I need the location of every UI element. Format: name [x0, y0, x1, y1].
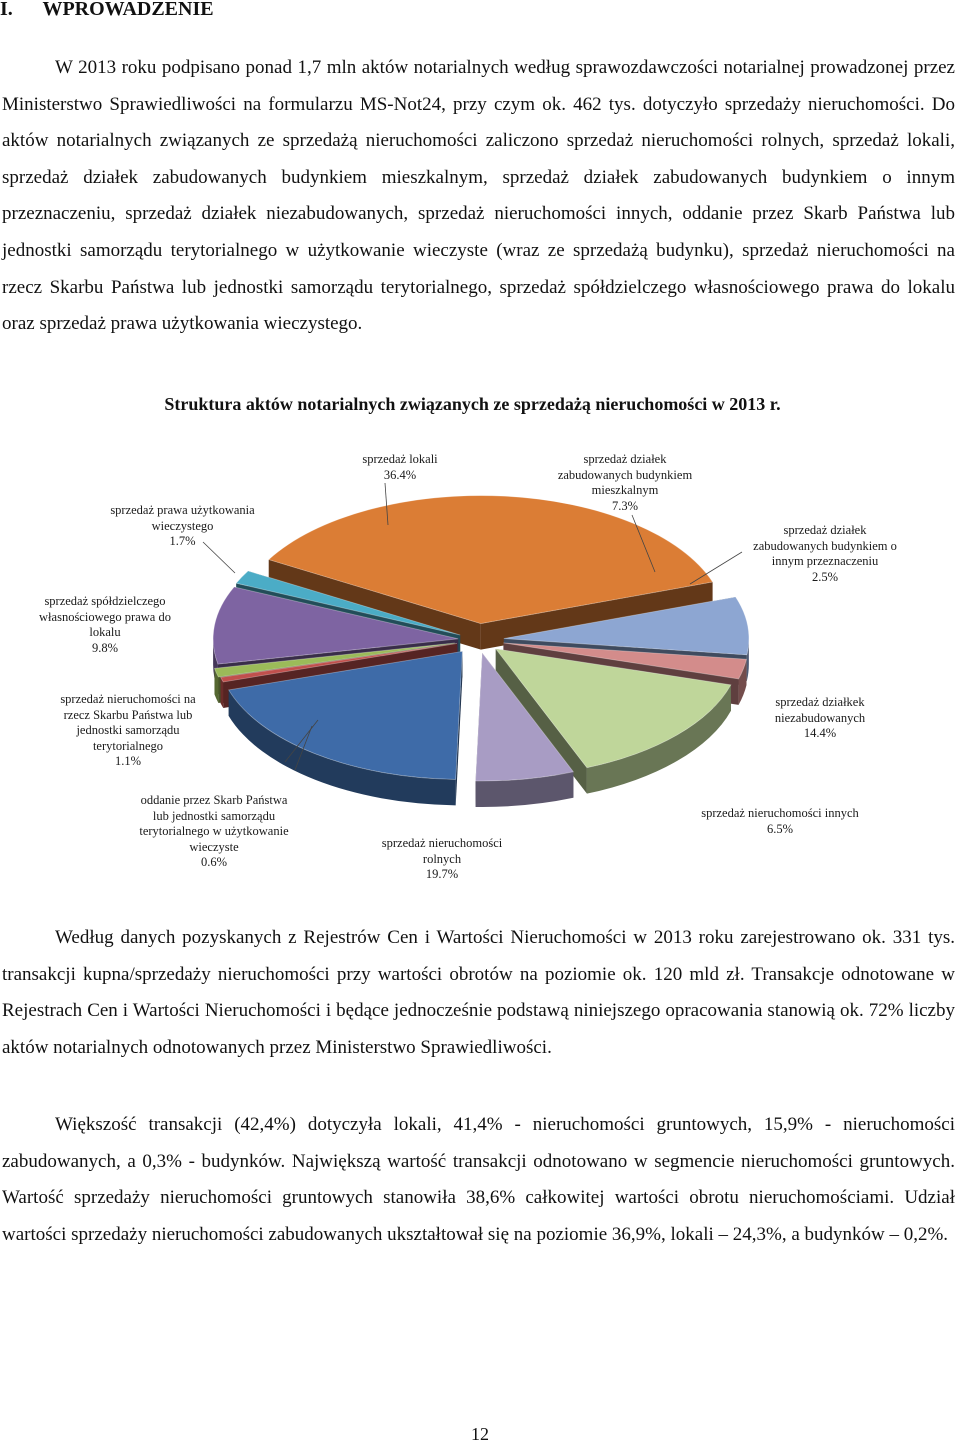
chart-label-spoldzielcze-prawo: sprzedaż spółdzielczego własnościowego prawa do lokalu 9.8% [39, 594, 171, 655]
chart-label-nieruchomosci-inne: sprzedaż nieruchomości innych 6.5% [701, 806, 859, 836]
chart-label-dzialki-inne-przeznaczenie: sprzedaż działek zabudowanych budynkiem o innym przeznaczeniu 2.5% [753, 523, 897, 584]
page-number: 12 [471, 1424, 489, 1444]
chart-label-dzialki-niezabudowane: sprzedaż działkek niezabudowanych 14.4% [774, 695, 866, 740]
section-title: WPROWADZENIE [42, 0, 214, 20]
chart-label-nieruchomosci-rolne: sprzedaż nieruchomości rolnych 19.7% [381, 836, 503, 881]
section-number: I. [0, 0, 13, 20]
chart-label-na-rzecz-skarbu: sprzedaż nieruchomości na rzecz Skarbu Państwa lub jednostki samorządu terytorialnego 1.1% [60, 692, 196, 768]
section-heading [0, 0, 214, 21]
paragraph-struktura: Większość transakcji (42,4%) dotyczyła lokali, 41,4% - nieruchomości gruntowych, 15,9% - nieruchomości zabudowanych, a 0,3% - budynków. Największą wartość transakcji odnotowano w segmencie nieruchomości gruntowych. Wartość sprzedaży nieruchomości gruntowych stanowiła 38,6% całkowitej wartości obrotu nieruchomościami. Udział wartości sprzedaży nieruchomości zabudowanych ukształtował się na poziomie 36,9%, lokali – 24,3%, a budynków – 0,2%. [2, 1114, 955, 1245]
chart-label-prawo-uzytkowania: sprzedaż prawa użytkowania wieczystego 1.7% [110, 503, 255, 548]
paragraph-intro: W 2013 roku podpisano ponad 1,7 mln aktów notarialnych według sprawozdawczości notarialnej prowadzonej przez Ministerstwo Sprawiedliwości na formularzu MS-Not24, przy czym ok. 462 tys. dotyczyło sprzedaży nieruchomości. Do aktów notarialnych związanych ze sprzedażą nieruchomości zaliczono sprzedaż nieruchomości rolnych, sprzedaż lokali, sprzedaż działek zabudowanych budynkiem mieszkalnym, sprzedaż działek zabudowanych budynkiem o innym przeznaczeniu, sprzedaż działek niezabudowanych, sprzedaż nieruchomości innych, oddanie przez Skarb Państwa lub jednostki samorządu terytorialnego w użytkowanie wieczyste (wraz ze sprzedażą budynku), sprzedaż nieruchomości na rzecz Skarbu Państwa lub jednostki samorządu terytorialnego, sprzedaż spółdzielczego własnościowego prawa do lokalu oraz sprzedaż prawa użytkowania wieczystego. [2, 57, 955, 335]
chart-label-uzytkowanie-wieczyste: oddanie przez Skarb Państwa lub jednostki samorządu terytorialnego w użytkowanie wieczyste 0.6% [139, 793, 289, 869]
chart-label-lokale: sprzedaż lokali 36.4% [362, 452, 438, 482]
paragraph-rejestry: Według danych pozyskanych z Rejestrów Cen i Wartości Nieruchomości w 2013 roku zarejestrowano ok. 331 tys. transakcji kupna/sprzedaży nieruchomości przy wartości obrotów na poziomie ok. 120 mld zł. Transakcje odnotowane w Rejestrach Cen i Wartości Nieruchomości i będące jednocześnie podstawą niniejszego opracowania stanowią ok. 72% liczby aktów notarialnych odnotowanych przez Ministerstwo Sprawiedliwości. [2, 927, 955, 1058]
chart-label-dzialki-mieszkalne: sprzedaż działek zabudowanych budynkiem mieszkalnym 7.3% [557, 452, 693, 513]
chart-title: Struktura aktów notarialnych związanych ze sprzedażą nieruchomości w 2013 r. [164, 394, 781, 414]
